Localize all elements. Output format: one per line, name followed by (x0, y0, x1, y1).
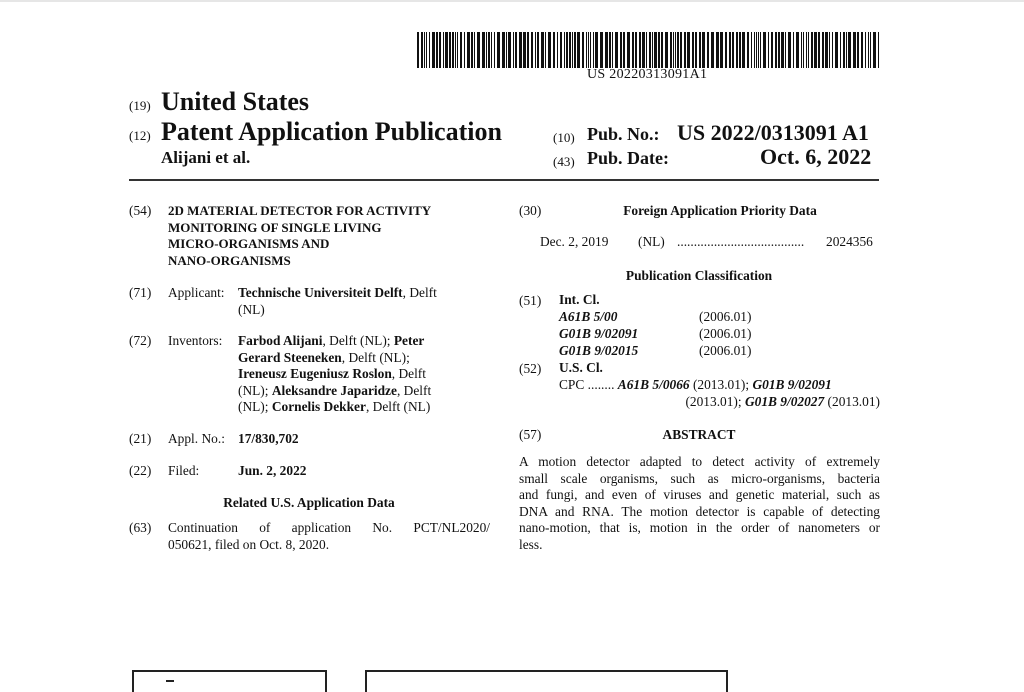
barcode-bar (716, 32, 719, 68)
barcode-bar (818, 32, 820, 68)
barcode-bar (443, 32, 444, 68)
barcode-bar (639, 32, 641, 68)
priority-leader-dots: ...................................... (677, 234, 805, 249)
us-cl-label: U.S. Cl. (559, 360, 603, 375)
header-divider (129, 179, 879, 181)
abstract-line: nano-motion, that is, motion in the order of nanometers or (519, 520, 880, 536)
inid-code-19: (19) (129, 98, 151, 113)
applicant-name: Technische Universiteit Delft (238, 285, 403, 300)
inid-code-43: (43) (553, 154, 575, 169)
barcode-bar (455, 32, 456, 68)
barcode-bar (803, 32, 804, 68)
barcode-bar (449, 32, 451, 68)
barcode-bar (429, 32, 430, 68)
inventor-location: , Delft (391, 366, 426, 382)
invention-title-line: 2D MATERIAL DETECTOR FOR ACTIVITY (168, 203, 432, 218)
barcode-bar (729, 32, 731, 68)
barcode-bar (623, 32, 625, 68)
barcode-bar (523, 32, 526, 68)
barcode-bar (519, 32, 522, 68)
inid-code-21: (21) (129, 431, 152, 446)
continuation-block (168, 520, 490, 553)
invention-title (168, 203, 498, 269)
barcode-bar (506, 32, 507, 68)
barcode-bar (649, 32, 651, 68)
barcode-bar (535, 32, 536, 68)
inid-code-57: (57) (519, 427, 542, 442)
figure-mark (166, 680, 174, 682)
barcode-bar (822, 32, 824, 68)
barcode-bar (553, 32, 555, 68)
inventor-location: (NL); (238, 399, 272, 415)
barcode-bar (582, 32, 584, 68)
inventor-name: Peter (393, 333, 425, 348)
barcode-bar (541, 32, 544, 68)
cpc-version: (2013.01); (685, 393, 745, 409)
barcode-bar (467, 32, 470, 68)
page-top-edge (0, 0, 1024, 2)
barcode-bar (569, 32, 571, 68)
barcode-bar (801, 32, 802, 68)
barcode-bar (751, 32, 752, 68)
barcode-bar (680, 32, 682, 68)
barcode-bar (870, 32, 871, 68)
inventor-location: , Delft (NL); (322, 333, 394, 348)
invention-title-line: MICRO-ORGANISMS AND (168, 236, 330, 251)
barcode-bar (840, 32, 841, 68)
barcode-bar (531, 32, 533, 68)
barcode-bar (707, 32, 709, 68)
barcode-bar (865, 32, 866, 68)
inventor-location: (NL); (238, 382, 272, 398)
barcode-bar (593, 32, 594, 68)
barcode-bar (494, 32, 495, 68)
priority-country: (NL) (638, 234, 665, 249)
barcode-bar (785, 32, 786, 68)
barcode-bar (595, 32, 598, 68)
appl-no-label: Appl. No.: (168, 431, 225, 446)
barcode-bar (835, 32, 838, 68)
cpc-label: CPC (559, 377, 585, 392)
barcode-bar (515, 32, 517, 68)
barcode-bar (609, 32, 611, 68)
barcode-bar (424, 32, 425, 68)
publication-date: Oct. 6, 2022 (760, 144, 872, 169)
applicant-label: Applicant: (168, 285, 225, 300)
abstract-line: small scale organisms, such as micro-organisms, bacteria (519, 470, 880, 486)
inventors-label: Inventors: (168, 333, 223, 348)
continuation-line: 050621, filed on Oct. 8, 2020. (168, 536, 330, 552)
barcode-bar (590, 32, 591, 68)
barcode-bar (756, 32, 757, 68)
barcode-bar (699, 32, 701, 68)
country-title: United States (161, 87, 310, 116)
barcode-bar (586, 32, 587, 68)
barcode-bar (642, 32, 645, 68)
barcode (417, 32, 879, 68)
abstract-line: DNA and RNA. The motion detector is capable of detecting (519, 503, 880, 519)
barcode-bar (736, 32, 738, 68)
barcode-bar (566, 32, 568, 68)
filed-date: Jun. 2, 2022 (238, 463, 307, 478)
barcode-bar (605, 32, 608, 68)
barcode-bar (811, 32, 813, 68)
barcode-bar (725, 32, 727, 68)
barcode-bar (788, 32, 791, 68)
barcode-bar (677, 32, 679, 68)
inventor-name: Ireneusz Eugeniusz Roslon (238, 366, 392, 382)
barcode-bar (739, 32, 741, 68)
applicant-block (238, 285, 498, 318)
barcode-bar (695, 32, 697, 68)
inventor-name: Gerard Steeneken (238, 349, 342, 365)
cpc-class: G01B 9/02027 (744, 393, 825, 409)
inventor-name: Farbod Alijani (238, 333, 323, 348)
barcode-bar (665, 32, 668, 68)
filed-label: Filed: (168, 463, 200, 478)
barcode-bar (652, 32, 653, 68)
barcode-bar (778, 32, 780, 68)
barcode-bar (758, 32, 759, 68)
inventor-name: Aleksandre Japaridze (271, 382, 397, 398)
inid-code-51: (51) (519, 293, 542, 308)
cpc-version: (2013.01) (824, 393, 880, 409)
barcode-bar (843, 32, 845, 68)
inid-code-22: (22) (129, 463, 152, 478)
barcode-bar (675, 32, 676, 68)
barcode-bar (857, 32, 859, 68)
barcode-bar (432, 32, 435, 68)
barcode-bar (537, 32, 539, 68)
barcode-bar (632, 32, 634, 68)
barcode-bar (670, 32, 672, 68)
barcode-bar (457, 32, 458, 68)
inid-code-52: (52) (519, 361, 542, 376)
barcode-bar (502, 32, 505, 68)
barcode-bar (574, 32, 576, 68)
int-cl-class: A61B 5/00 (559, 309, 618, 324)
applicant-country: (NL) (238, 301, 265, 317)
cpc-version: (2013.01); (689, 377, 753, 392)
barcode-bar (654, 32, 657, 68)
applicant-short-name: Alijani et al. (161, 148, 251, 167)
barcode-bar (825, 32, 828, 68)
barcode-bar (577, 32, 580, 68)
barcode-bar (720, 32, 723, 68)
barcode-bar (445, 32, 448, 68)
barcode-bar (806, 32, 807, 68)
barcode-bar (771, 32, 773, 68)
barcode-bar (620, 32, 622, 68)
abstract-line: A motion detector adapted to detect activity of extremely (519, 454, 880, 469)
barcode-bar (742, 32, 745, 68)
barcode-bar (572, 32, 573, 68)
barcode-bar (781, 32, 784, 68)
barcode-bar (873, 32, 876, 68)
invention-title-line: MONITORING OF SINGLE LIVING (168, 219, 382, 235)
int-cl-label: Int. Cl. (559, 292, 600, 307)
barcode-bar (763, 32, 766, 68)
inid-code-30: (30) (519, 203, 542, 218)
abstract-line: less. (519, 536, 543, 552)
application-number: 17/830,702 (238, 431, 299, 446)
priority-heading: Foreign Application Priority Data (623, 203, 817, 218)
priority-date: Dec. 2, 2019 (540, 234, 609, 249)
barcode-number: US 20220313091A1 (587, 67, 708, 82)
pub-date-label: Pub. Date: (587, 148, 669, 168)
barcode-bar (627, 32, 630, 68)
classification-heading: Publication Classification (625, 268, 773, 283)
cpc-leader-dots: ........ (584, 377, 618, 392)
barcode-bar (747, 32, 749, 68)
barcode-bar (615, 32, 618, 68)
barcode-bar (477, 32, 480, 68)
barcode-bar (460, 32, 462, 68)
cpc-block (559, 377, 880, 410)
int-cl-version: (2006.01) (699, 326, 752, 341)
abstract-line: and fungi, and even of viruses and genetic material, such as (519, 487, 880, 503)
barcode-bar (878, 32, 879, 68)
cpc-class: A61B 5/0066 (617, 377, 690, 392)
barcode-bar (612, 32, 613, 68)
barcode-bar (452, 32, 454, 68)
barcode-bar (508, 32, 511, 68)
barcode-bar (548, 32, 551, 68)
publication-number: US 2022/0313091 A1 (677, 120, 869, 145)
barcode-bar (564, 32, 565, 68)
barcode-bar (732, 32, 734, 68)
barcode-bar (557, 32, 558, 68)
barcode-bar (439, 32, 441, 68)
barcode-bar (684, 32, 686, 68)
barcode-bar (482, 32, 485, 68)
inventors-block (238, 333, 498, 416)
barcode-bar (760, 32, 761, 68)
cpc-class: G01B 9/02091 (752, 377, 832, 392)
barcode-bar (417, 32, 419, 68)
inventor-location: , Delft (NL) (365, 399, 431, 415)
pub-no-label: Pub. No.: (587, 124, 660, 144)
barcode-bar (868, 32, 869, 68)
barcode-bar (488, 32, 490, 68)
priority-number: 2024356 (826, 234, 873, 249)
barcode-bar (661, 32, 663, 68)
inventor-location: , Delft (NL); (341, 349, 410, 365)
barcode-bar (474, 32, 475, 68)
barcode-bar (527, 32, 529, 68)
barcode-bar (793, 32, 794, 68)
int-cl-version: (2006.01) (699, 343, 752, 358)
int-cl-version: (2006.01) (699, 309, 752, 324)
inventor-location: , Delft (396, 382, 432, 398)
figure-frame-left (132, 670, 327, 692)
barcode-bar (711, 32, 714, 68)
int-cl-class: G01B 9/02091 (559, 326, 639, 341)
barcode-bar (464, 32, 465, 68)
barcode-bar (421, 32, 423, 68)
inventor-name: Cornelis Dekker (271, 399, 366, 415)
barcode-bar (832, 32, 833, 68)
barcode-bar (673, 32, 674, 68)
barcode-bar (702, 32, 705, 68)
barcode-bar (658, 32, 660, 68)
barcode-bar (829, 32, 830, 68)
barcode-bar (768, 32, 769, 68)
barcode-bar (808, 32, 809, 68)
applicant-location: , Delft (402, 285, 437, 300)
inid-code-63: (63) (129, 520, 152, 535)
document-type-title: Patent Application Publication (161, 117, 502, 146)
barcode-bar (471, 32, 473, 68)
barcode-bar (513, 32, 514, 68)
inid-code-10: (10) (553, 130, 575, 145)
barcode-bar (775, 32, 777, 68)
barcode-bar (861, 32, 863, 68)
barcode-bar (754, 32, 755, 68)
barcode-bar (848, 32, 851, 68)
abstract-text (519, 454, 880, 554)
continuation-line: Continuation of application No. PCT/NL2020/ (168, 520, 490, 535)
barcode-bar (635, 32, 637, 68)
barcode-bar (497, 32, 500, 68)
barcode-bar (646, 32, 647, 68)
abstract-heading: ABSTRACT (662, 427, 736, 442)
barcode-bar (796, 32, 799, 68)
barcode-bar (491, 32, 492, 68)
barcode-bar (436, 32, 438, 68)
barcode-bar (692, 32, 694, 68)
barcode-bar (846, 32, 847, 68)
barcode-bar (687, 32, 690, 68)
inid-code-71: (71) (129, 285, 152, 300)
related-data-heading: Related U.S. Application Data (223, 495, 395, 510)
barcode-bar (545, 32, 546, 68)
barcode-bar (814, 32, 817, 68)
inid-code-72: (72) (129, 333, 152, 348)
barcode-bar (426, 32, 427, 68)
inid-code-54: (54) (129, 203, 152, 218)
inid-code-12: (12) (129, 128, 151, 143)
int-cl-class: G01B 9/02015 (559, 343, 639, 358)
figure-frame-right (365, 670, 728, 692)
barcode-bar (560, 32, 562, 68)
invention-title-line: NANO-ORGANISMS (168, 252, 291, 268)
barcode-bar (600, 32, 603, 68)
barcode-bar (853, 32, 856, 68)
barcode-bar (588, 32, 589, 68)
barcode-bar (486, 32, 487, 68)
